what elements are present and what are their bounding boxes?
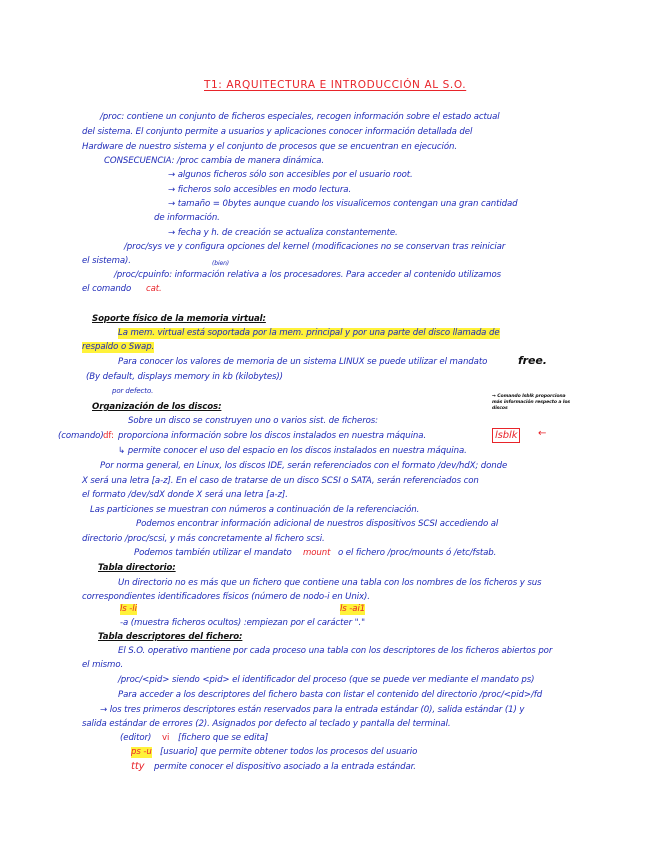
- note-line: /proc/sys ve y configura opciones del kernel (modificaciones no se conservan tras reiniciar: [124, 242, 506, 252]
- command-mount: mount: [303, 548, 331, 558]
- command-free: free.: [518, 354, 547, 367]
- note-line: CONSECUENCIA: /proc cambia de manera dinámica.: [104, 156, 325, 166]
- note-line: La mem. virtual está soportada por la mem. principal y por una parte del disco llamada de: [118, 328, 500, 338]
- note-line: o el fichero /proc/mounts ó /etc/fstab.: [338, 548, 497, 558]
- note-line: → tamaño = 0bytes aunque cuando los visualicemos contengan una gran cantidad: [168, 199, 518, 209]
- note-line: el formato /dev/sdX donde X será una letra [a-z].: [82, 490, 288, 500]
- note-line: Por norma general, en Linux, los discos IDE, serán referenciados con el formato /dev/hdX; donde: [100, 461, 508, 471]
- note-line: salida estándar de errores (2). Asignados por defecto al teclado y pantalla del terminal.: [82, 719, 451, 729]
- command-ps-u: ps -u: [131, 747, 152, 757]
- command-lsblk-box: lsblk: [492, 428, 520, 443]
- note-line: X será una letra [a-z]. En el caso de tratarse de un disco SCSI o SATA, serán referenciados con: [82, 476, 479, 486]
- note-line: /proc/cpuinfo: información relativa a los procesadores. Para acceder al contenido utilizamos: [114, 270, 502, 280]
- note-line: Sobre un disco se construyen uno o varios sist. de ficheros:: [128, 416, 378, 426]
- note-line: el comando: [82, 284, 132, 294]
- note-line: Podemos encontrar información adicional de nuestros dispositivos SCSI accediendo al: [136, 519, 499, 529]
- command-tty: tty: [131, 761, 145, 772]
- note-line: del sistema. El conjunto permite a usuarios y aplicaciones conocer información detallada del: [82, 127, 473, 137]
- note-line: el sistema).: [82, 256, 131, 266]
- note-line: directorio /proc/scsi, y más concretamente al fichero scsi.: [82, 534, 325, 544]
- note-line: por defecto.: [112, 387, 154, 395]
- note-line: (By default, displays memory in kb (kilobytes)): [86, 372, 283, 382]
- note-line: Para acceder a los descriptores del fichero basta con listar el contenido del directorio /proc/<pid>/fd: [118, 690, 543, 700]
- section-heading: Organización de los discos:: [92, 402, 222, 412]
- note-line: de información.: [154, 213, 220, 223]
- note-line: /proc/<pid> siendo <pid> el identificador del proceso (que se puede ver mediante el mandato ps): [118, 675, 535, 685]
- command-ls-li: ls -li: [120, 604, 137, 614]
- note-line: → los tres primeros descriptores están reservados para la entrada estándar (0), salida estándar (1) y: [100, 705, 525, 715]
- note-line: -a (muestra ficheros ocultos) :empiezan por el carácter ".": [120, 618, 366, 628]
- command-cat: cat.: [146, 284, 162, 294]
- command-vi: vi: [162, 733, 170, 743]
- note-line: [usuario] que permite obtener todos los procesos del usuario: [160, 747, 418, 757]
- arrow-left-icon: ←: [538, 428, 547, 439]
- command-ls-ai1: ls -ai1: [340, 604, 366, 614]
- note-line: → algunos ficheros sólo son accesibles por el usuario root.: [168, 170, 413, 180]
- note-line: el mismo.: [82, 660, 124, 670]
- note-line: → ficheros solo accesibles en modo lectura.: [168, 185, 352, 195]
- command-df: df:: [103, 431, 114, 441]
- section-heading: Soporte físico de la memoria virtual:: [92, 314, 266, 324]
- note-line: permite conocer el dispositivo asociado a la entrada estándar.: [154, 762, 416, 772]
- section-heading: Tabla descriptores del fichero:: [98, 632, 243, 642]
- note-line: → fecha y h. de creación se actualiza constantemente.: [168, 228, 398, 238]
- note-line: respaldo o Swap.: [82, 342, 155, 352]
- note-line: (editor): [120, 733, 152, 743]
- note-line: ↳ permite conocer el uso del espacio en los discos instalados en nuestra máquina.: [118, 446, 467, 456]
- note-line: Hardware de nuestro sistema y el conjunto de procesos que se encuentran en ejecución.: [82, 142, 457, 152]
- note-line: correspondientes identificadores físicos (número de nodo-i en Unix).: [82, 592, 370, 602]
- note-line: proporciona información sobre los discos instalados en nuestra máquina.: [118, 431, 427, 441]
- note-line: El S.O. operativo mantiene por cada proceso una tabla con los descriptores de los ficheros abiertos por: [118, 646, 553, 656]
- note-line: (comando): [58, 431, 104, 441]
- note-annotation: (bien): [212, 260, 230, 267]
- note-line: Para conocer los valores de memoria de un sistema LINUX se puede utilizar el mandato: [118, 357, 488, 367]
- note-annotation: → Comando lsblk proporciona más información respecto a los discos: [492, 394, 571, 411]
- note-line: [fichero que se edita]: [178, 733, 269, 743]
- note-line: Las particiones se muestran con números a continuación de la referenciación.: [90, 505, 420, 515]
- note-line: /proc: contiene un conjunto de ficheros especiales, recogen información sobre el estado actual: [100, 112, 500, 122]
- note-line: Un directorio no es más que un fichero que contiene una tabla con los nombres de los ficheros y sus: [118, 578, 542, 588]
- section-heading: Tabla directorio:: [98, 563, 176, 573]
- page-title: T1: ARQUITECTURA E INTRODUCCIÓN AL S.O.: [204, 79, 467, 91]
- note-line: Podemos también utilizar el mandato: [134, 548, 292, 558]
